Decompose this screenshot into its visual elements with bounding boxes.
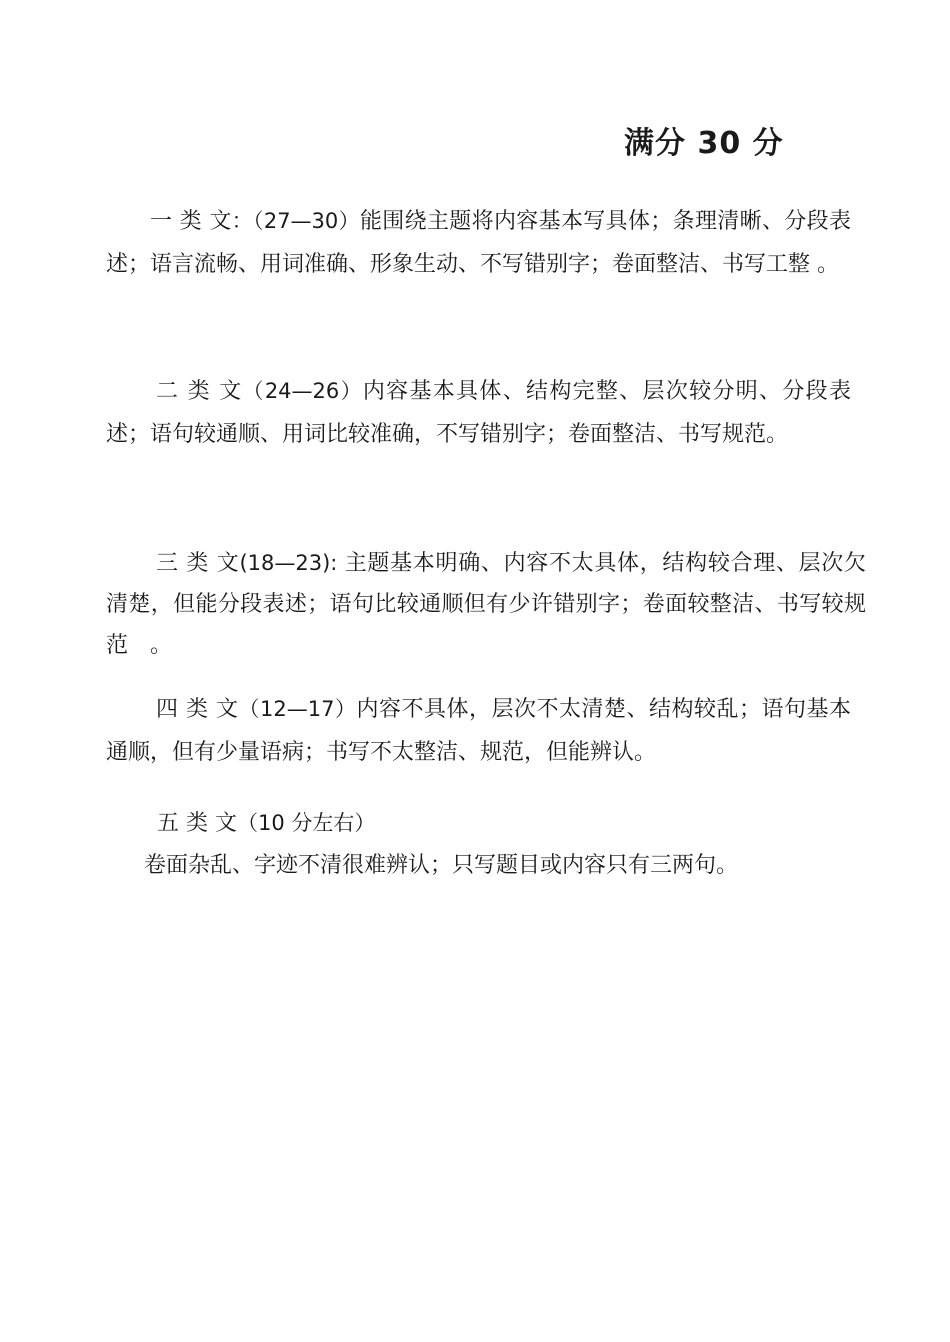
category-3-range: (18—23): [239, 551, 345, 575]
category-2-range: （24—26） [242, 379, 363, 403]
category-5-label: 五 类 文 [157, 811, 237, 836]
category-5-range: （10 分左右） [237, 811, 376, 835]
category-4-range: （12—17） [238, 697, 357, 721]
category-1-label: 一 类 文 [150, 209, 232, 234]
category-1-range: ：（27—30） [231, 209, 360, 233]
category-3-paragraph [106, 543, 866, 666]
category-3-label: 三 类 文 [156, 551, 240, 576]
category-5-text: 卷面杂乱、字迹不清很难辨认；只写题目或内容只有三两句。 [144, 853, 739, 878]
category-1-paragraph [106, 200, 851, 286]
category-4-label: 四 类 文 [156, 697, 239, 722]
category-5-heading [157, 802, 375, 845]
category-2-text: 内容基本具体、结构完整、层次较分明、分段表述；语句较通顺、用词比较准确，不写错别字；卷面整洁、书写规范。 [106, 379, 851, 447]
category-2-label: 二 类 文 [156, 379, 243, 404]
score-title: 满分 30 分 [624, 126, 784, 161]
category-3-text: 主题基本明确、内容不太具体，结构较合理、层次欠清楚，但能分段表述；语句比较通顺但有少许错别字；卷面较整洁、书写较规范 。 [106, 551, 866, 658]
category-1-text: 能围绕主题将内容基本写具体；条理清晰、分段表述；语言流畅、用词准确、形象生动、不写错别字；卷面整洁、书写工整 。 [106, 209, 851, 277]
category-4-text: 内容不具体，层次不太清楚、结构较乱；语句基本通顺，但有少量语病；书写不太整洁、规范，但能辨认。 [106, 697, 851, 765]
category-2-paragraph [106, 370, 851, 456]
category-4-paragraph [106, 688, 851, 774]
